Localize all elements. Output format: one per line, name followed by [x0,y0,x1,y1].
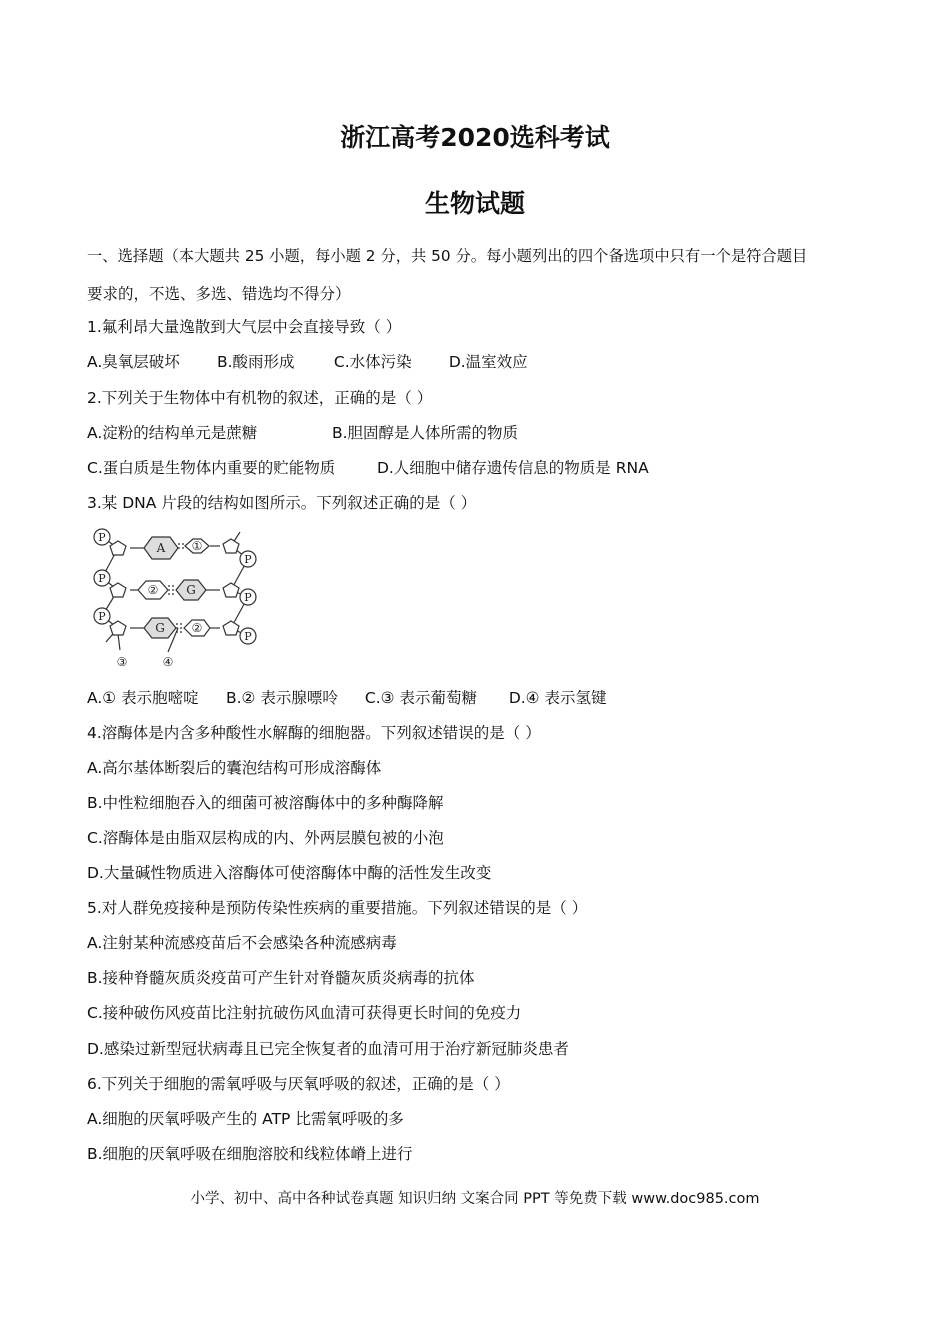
q4-option-a: A.高尔基体断裂后的囊泡结构可形成溶酶体 [87,759,382,777]
q3-option-a: A.① 表示胞嘧啶 [87,689,199,707]
q4-stem: 4.溶酶体是内含多种酸性水解酶的细胞器。下列叙述错误的是（ ） [87,724,541,742]
q2-option-b: B.胆固醇是人体所需的物质 [331,424,518,442]
mark-2-bottom: ② [191,621,203,635]
mark-4: ④ [162,655,174,669]
phosphate-label-left-1: P [98,531,106,544]
q5-option-c: C.接种破伤风疫苗比注射抗破伤风血清可获得更长时间的免疫力 [87,1004,522,1022]
q3-option-d: D.④ 表示氢键 [508,689,607,707]
q3-options [87,687,607,709]
q2-options-row1 [87,422,518,444]
phosphate-label-left-3: P [98,610,106,623]
q1-option-d: D.温室效应 [448,353,528,371]
mark-2-top: ② [147,583,159,597]
q3-stem: 3.某 DNA 片段的结构如图所示。下列叙述正确的是（ ） [87,494,477,512]
phosphate-label-right-2: P [244,591,252,604]
exam-title: 浙江高考2020选科考试 [340,123,610,152]
page-footer: 小学、初中、高中各种试卷真题 知识归纳 文案合同 PPT 等免费下载 www.doc985.com [190,1191,760,1207]
q2-option-a: A.淀粉的结构单元是蔗糖 [87,424,258,442]
mark-1: ① [191,539,203,553]
q5-option-a: A.注射某种流感疫苗后不会感染各种流感病毒 [87,934,397,952]
q6-option-a: A.细胞的厌氧呼吸产生的 ATP 比需氧呼吸的多 [87,1110,404,1128]
q5-stem: 5.对人群免疫接种是预防传染性疾病的重要措施。下列叙述错误的是（ ） [87,899,588,917]
q3-option-b: B.② 表示腺嘌呤 [225,689,338,707]
phosphate-label-left-2: P [98,572,106,585]
q4-option-d: D.大量碱性物质进入溶酶体可使溶酶体中酶的活性发生改变 [87,864,492,882]
q2-option-d: D.人细胞中储存遗传信息的物质是 RNA [376,459,649,477]
q2-options-row2 [87,457,649,479]
base-label-g-bottom: G [155,621,165,635]
phosphate-label-right-1: P [244,553,252,566]
section-intro-line1: 一、选择题（本大题共 25 小题，每小题 2 分，共 50 分。每小题列出的四个备选项中只有一个是符合题目 [87,247,808,265]
q6-option-b: B.细胞的厌氧呼吸在细胞溶胶和线粒体嵴上进行 [87,1145,413,1163]
q6-stem: 6.下列关于细胞的需氧呼吸与厌氧呼吸的叙述，正确的是（ ） [87,1075,510,1093]
q1-options [87,351,528,373]
q4-option-b: B.中性粒细胞吞入的细菌可被溶酶体中的多种酶降解 [87,794,444,812]
base-label-a: A [156,541,166,555]
phosphate-label-right-3: P [244,630,252,643]
q3-option-c: C.③ 表示葡萄糖 [364,689,477,707]
q1-option-c: C.水体污染 [333,353,412,371]
base-label-g-top: G [186,583,196,597]
q4-option-c: C.溶酶体是由脂双层构成的内、外两层膜包被的小泡 [87,829,444,847]
q2-option-c: C.蛋白质是生物体内重要的贮能物质 [87,459,336,477]
dna-structure-figure [88,524,263,674]
q1-stem: 1.氟利昂大量逸散到大气层中会直接导致（ ） [87,318,402,336]
section-intro-line2: 要求的，不选、多选、错选均不得分） [87,285,351,303]
q1-option-b: B.酸雨形成 [216,353,295,371]
q5-option-d: D.感染过新型冠状病毒且已完全恢复者的血清可用于治疗新冠肺炎患者 [87,1040,569,1058]
mark-3: ③ [116,655,128,669]
exam-subtitle: 生物试题 [424,189,525,218]
q1-option-a: A.臭氧层破坏 [87,353,180,371]
q5-option-b: B.接种脊髓灰质炎疫苗可产生针对脊髓灰质炎病毒的抗体 [87,969,475,987]
q2-stem: 2.下列关于生物体中有机物的叙述，正确的是（ ） [87,389,433,407]
